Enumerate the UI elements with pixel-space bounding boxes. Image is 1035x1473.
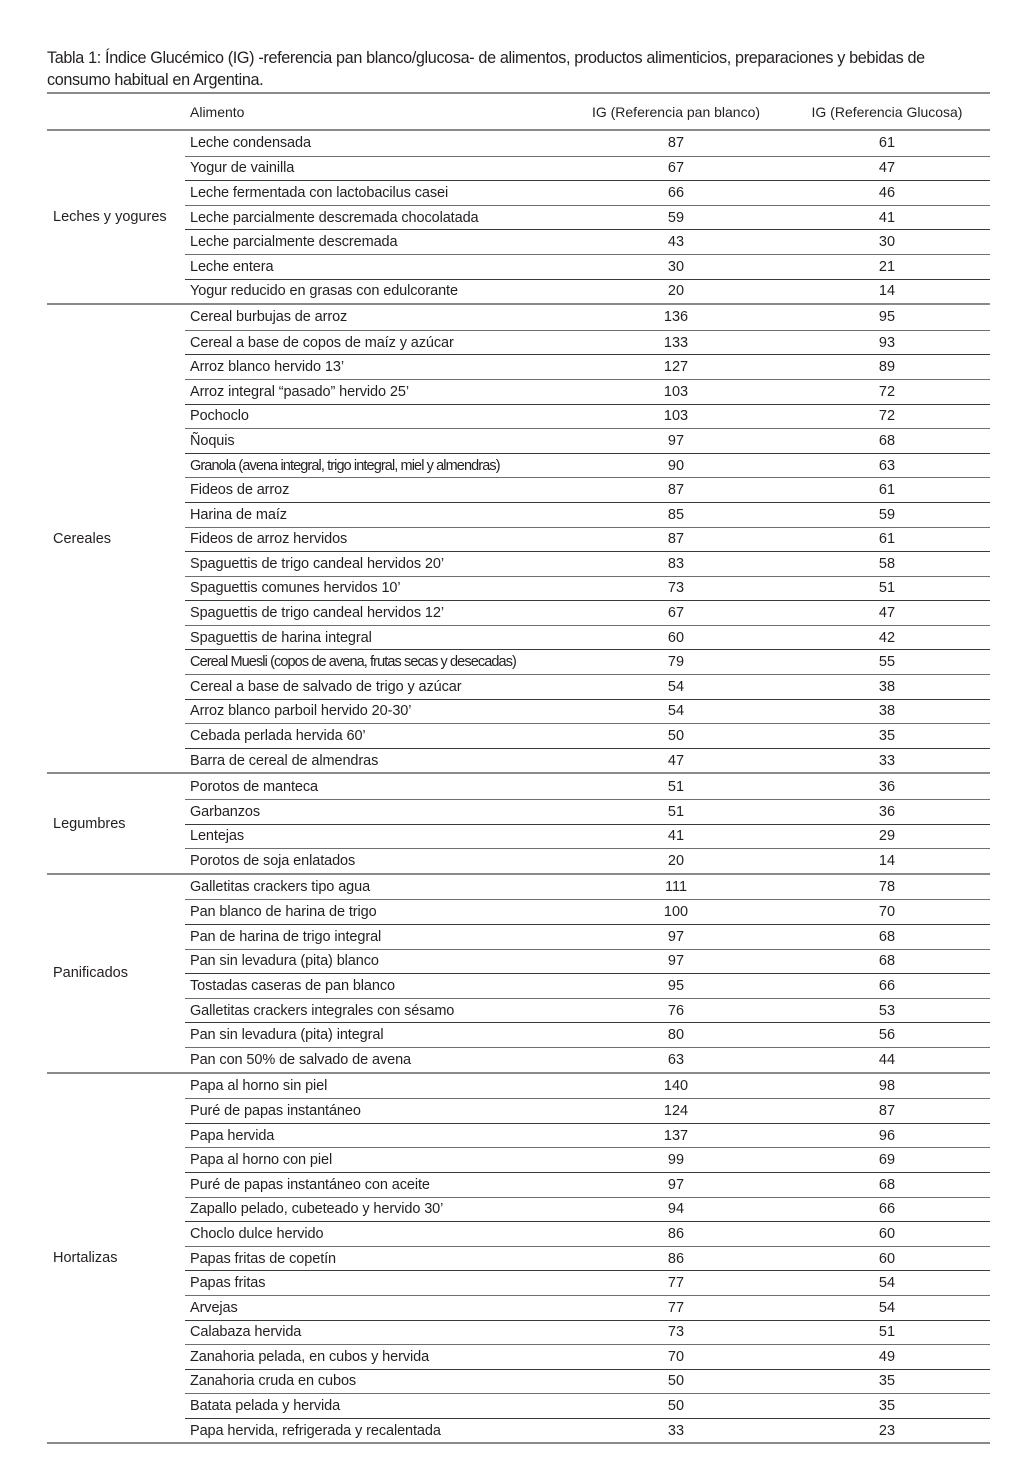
food-name-cell: Spaguettis de harina integral [190,629,372,646]
food-name-cell: Cereal a base de salvado de trigo y azúcar [190,678,462,695]
ig-glucose-cell: 35 [878,1398,896,1415]
food-name-cell: Fideos de arroz [190,482,290,499]
ig-glucose-cell: 36 [878,803,896,820]
table-row [185,1098,990,1123]
food-name-cell: Papa al horno con piel [190,1152,333,1169]
ig-white-bread-cell: 30 [667,258,685,275]
ig-glucose-cell: 14 [878,283,896,300]
food-name-cell: Papas fritas de copetín [190,1250,337,1267]
ig-glucose-cell: 33 [878,752,896,769]
ig-white-bread-cell: 60 [667,629,685,646]
food-name-cell: Zanahoria cruda en cubos [190,1373,357,1390]
ig-white-bread-cell: 80 [667,1027,685,1044]
food-name-cell: Barra de cereal de almendras [190,752,379,769]
ig-glucose-cell: 61 [878,531,896,548]
food-name-cell: Pan blanco de harina de trigo [190,904,377,921]
food-name-cell: Yogur de vainilla [190,160,295,177]
ig-glucose-cell: 42 [878,629,896,646]
food-name-cell: Galletitas crackers tipo agua [190,879,371,896]
table-row [185,674,990,699]
food-name-cell: Garbanzos [190,803,261,820]
food-name-cell: Leche parcialmente descremada [190,234,398,251]
ig-white-bread-cell: 99 [667,1152,685,1169]
ig-glucose-cell: 98 [878,1077,896,1094]
table-row [185,949,990,974]
ig-glucose-cell: 53 [878,1002,896,1019]
category-label: Hortalizas [53,1250,118,1267]
table-row [185,748,990,773]
food-name-cell: Pan de harina de trigo integral [190,928,382,945]
table-row [185,1074,990,1099]
category-label: Leches y yogures [53,209,167,226]
food-name-cell: Porotos de soja enlatados [190,853,356,870]
table-row [185,551,990,576]
ig-white-bread-cell: 54 [667,678,685,695]
ig-glucose-cell: 23 [878,1422,896,1439]
ig-glucose-cell: 58 [878,555,896,572]
ig-white-bread-cell: 20 [667,853,685,870]
food-name-cell: Arroz blanco parboil hervido 20-30’ [190,703,412,720]
food-name-cell: Ñoquis [190,432,235,449]
table-row [185,973,990,998]
ig-white-bread-cell: 51 [667,803,685,820]
table-row [185,330,990,355]
food-name-cell: Zanahoria pelada, en cubos y hervida [190,1348,430,1365]
ig-white-bread-cell: 77 [667,1299,685,1316]
food-name-cell: Papa hervida [190,1127,275,1144]
table-row [185,649,990,674]
category-group [47,774,990,874]
food-name-cell: Cereal Muesli (copos de avena, frutas secas y desecadas) [190,654,516,671]
table-row [185,254,990,279]
food-name-cell: Pan sin levadura (pita) integral [190,1027,384,1044]
ig-glucose-cell: 14 [878,853,896,870]
ig-glucose-cell: 49 [878,1348,896,1365]
ig-white-bread-cell: 20 [667,283,685,300]
ig-glucose-cell: 38 [878,678,896,695]
food-name-cell: Leche entera [190,258,274,275]
ig-white-bread-cell: 136 [663,309,689,326]
food-name-cell: Porotos de manteca [190,778,318,795]
category-group [47,305,990,774]
ig-white-bread-cell: 127 [663,359,689,376]
ig-glucose-cell: 47 [878,160,896,177]
table-row [185,600,990,625]
table-row [185,625,990,650]
ig-white-bread-cell: 86 [667,1225,685,1242]
ig-glucose-cell: 51 [878,580,896,597]
glycemic-index-table [47,92,990,1444]
category-rows [185,1074,990,1443]
table-row [185,527,990,552]
food-name-cell: Puré de papas instantáneo con aceite [190,1176,430,1193]
ig-glucose-cell: 51 [878,1324,896,1341]
ig-glucose-cell: 89 [878,359,896,376]
header-ig-glucose: IG (Referencia Glucosa) [811,103,963,120]
ig-white-bread-cell: 33 [667,1422,685,1439]
table-row [185,1197,990,1222]
food-name-cell: Spaguettis de trigo candeal hervidos 20’ [190,555,444,572]
table-row [185,1418,990,1443]
ig-glucose-cell: 29 [878,828,896,845]
table-row [185,379,990,404]
category-label: Panificados [53,965,128,982]
table-row [185,1320,990,1345]
ig-glucose-cell: 63 [878,457,896,474]
food-name-cell: Batata pelada y hervida [190,1398,341,1415]
table-row [185,502,990,527]
food-name-cell: Pochoclo [190,408,249,425]
food-name-cell: Harina de maíz [190,506,287,523]
food-name-cell: Yogur reducido en grasas con edulcorante [190,283,458,300]
ig-white-bread-cell: 97 [667,928,685,945]
ig-white-bread-cell: 41 [667,828,685,845]
ig-white-bread-cell: 137 [663,1127,689,1144]
ig-white-bread-cell: 97 [667,1176,685,1193]
table-body [47,131,990,1444]
ig-white-bread-cell: 85 [667,506,685,523]
table-row [185,1295,990,1320]
food-name-cell: Leche fermentada con lactobacilus casei [190,184,449,201]
ig-white-bread-cell: 50 [667,728,685,745]
ig-glucose-cell: 35 [878,1373,896,1390]
ig-white-bread-cell: 140 [663,1077,689,1094]
table-row [185,824,990,849]
food-name-cell: Cereal burbujas de arroz [190,309,348,326]
ig-white-bread-cell: 67 [667,605,685,622]
table-row [185,723,990,748]
header-food: Alimento [190,103,245,120]
ig-glucose-cell: 72 [878,383,896,400]
ig-white-bread-cell: 87 [667,531,685,548]
ig-white-bread-cell: 103 [663,383,689,400]
ig-white-bread-cell: 59 [667,209,685,226]
food-name-cell: Granola (avena integral, trigo integral, miel y almendras) [190,457,500,474]
category-label: Cereales [53,530,112,547]
food-name-cell: Papa hervida, refrigerada y recalentada [190,1422,441,1439]
table-row [185,799,990,824]
ig-glucose-cell: 69 [878,1152,896,1169]
ig-glucose-cell: 60 [878,1250,896,1267]
table-row [185,305,990,330]
ig-white-bread-cell: 54 [667,703,685,720]
food-name-cell: Arvejas [190,1299,238,1316]
food-name-cell: Pan sin levadura (pita) blanco [190,953,379,970]
ig-glucose-cell: 56 [878,1027,896,1044]
ig-glucose-cell: 87 [878,1102,896,1119]
ig-white-bread-cell: 95 [667,977,685,994]
table-row [185,1047,990,1072]
ig-white-bread-cell: 77 [667,1275,685,1292]
table-row [185,477,990,502]
food-name-cell: Puré de papas instantáneo [190,1102,361,1119]
food-name-cell: Pan con 50% de salvado de avena [190,1051,412,1068]
ig-glucose-cell: 54 [878,1275,896,1292]
food-name-cell: Cereal a base de copos de maíz y azúcar [190,334,454,351]
ig-white-bread-cell: 51 [667,778,685,795]
table-row [185,180,990,205]
food-name-cell: Galletitas crackers integrales con sésamo [190,1002,455,1019]
table-row [185,404,990,429]
food-name-cell: Fideos de arroz hervidos [190,531,348,548]
ig-white-bread-cell: 43 [667,234,685,251]
table-row [185,229,990,254]
ig-white-bread-cell: 111 [664,879,688,896]
food-name-cell: Papas fritas [190,1275,266,1292]
food-name-cell: Arroz integral “pasado” hervido 25’ [190,383,409,400]
ig-glucose-cell: 35 [878,728,896,745]
ig-glucose-cell: 55 [878,654,896,671]
table-row [185,131,990,156]
table-row [185,1147,990,1172]
table-row [185,279,990,304]
ig-white-bread-cell: 86 [667,1250,685,1267]
ig-glucose-cell: 44 [878,1051,896,1068]
ig-white-bread-cell: 87 [667,482,685,499]
ig-glucose-cell: 46 [878,184,896,201]
ig-glucose-cell: 47 [878,605,896,622]
category-group [47,131,990,305]
ig-white-bread-cell: 100 [663,904,689,921]
ig-white-bread-cell: 83 [667,555,685,572]
category-rows [185,131,990,303]
table-row [185,899,990,924]
table-row [185,1369,990,1394]
table-row [185,354,990,379]
table-caption: Tabla 1: Índice Glucémico (IG) -referencia pan blanco/glucosa- de alimentos, productos alimenticios, preparaciones y bebidas de consumo habitual en Argentina. [47,49,925,89]
category-label: Legumbres [53,815,126,832]
food-name-cell: Calabaza hervida [190,1324,302,1341]
ig-glucose-cell: 59 [878,506,896,523]
ig-glucose-cell: 36 [878,778,896,795]
ig-white-bread-cell: 90 [667,457,685,474]
table-row [185,699,990,724]
category-group [47,875,990,1074]
ig-glucose-cell: 68 [878,1176,896,1193]
table-row [185,453,990,478]
ig-white-bread-cell: 103 [663,408,689,425]
ig-white-bread-cell: 133 [663,334,689,351]
table-row [185,1246,990,1271]
table-row [185,428,990,453]
food-name-cell: Spaguettis de trigo candeal hervidos 12’ [190,605,444,622]
ig-white-bread-cell: 50 [667,1373,685,1390]
ig-glucose-cell: 72 [878,408,896,425]
ig-glucose-cell: 30 [878,234,896,251]
ig-white-bread-cell: 63 [667,1051,685,1068]
header-ig-white-bread: IG (Referencia pan blanco) [591,103,761,120]
ig-white-bread-cell: 47 [667,752,685,769]
ig-glucose-cell: 68 [878,432,896,449]
food-name-cell: Leche parcialmente descremada chocolatada [190,209,479,226]
table-row [185,1344,990,1369]
ig-white-bread-cell: 79 [667,654,685,671]
ig-glucose-cell: 70 [878,904,896,921]
food-name-cell: Papa al horno sin piel [190,1077,328,1094]
food-name-cell: Cebada perlada hervida 60’ [190,728,366,745]
food-name-cell: Choclo dulce hervido [190,1225,324,1242]
table-row [185,875,990,900]
ig-glucose-cell: 68 [878,928,896,945]
table-row [185,156,990,181]
category-rows [185,774,990,872]
category-rows [185,875,990,1072]
food-name-cell: Lentejas [190,828,245,845]
table-row [185,1270,990,1295]
ig-glucose-cell: 93 [878,334,896,351]
table-row [185,576,990,601]
ig-white-bread-cell: 73 [667,1324,685,1341]
table-row [185,924,990,949]
table-row [185,1393,990,1418]
table-row [185,1022,990,1047]
food-name-cell: Leche condensada [190,135,311,152]
ig-glucose-cell: 78 [878,879,896,896]
food-name-cell: Spaguettis comunes hervidos 10’ [190,580,401,597]
ig-white-bread-cell: 87 [667,135,685,152]
food-name-cell: Arroz blanco hervido 13’ [190,359,344,376]
table-row [185,1221,990,1246]
ig-glucose-cell: 41 [878,209,896,226]
ig-white-bread-cell: 73 [667,580,685,597]
ig-glucose-cell: 21 [878,258,896,275]
ig-glucose-cell: 68 [878,953,896,970]
ig-glucose-cell: 96 [878,1127,896,1144]
table-row [185,205,990,230]
ig-glucose-cell: 95 [878,309,896,326]
table-row [185,1123,990,1148]
category-group [47,1074,990,1445]
ig-white-bread-cell: 97 [667,432,685,449]
ig-glucose-cell: 60 [878,1225,896,1242]
ig-white-bread-cell: 76 [667,1002,685,1019]
food-name-cell: Tostadas caseras de pan blanco [190,977,395,994]
ig-glucose-cell: 66 [878,977,896,994]
ig-glucose-cell: 61 [878,135,896,152]
ig-white-bread-cell: 70 [667,1348,685,1365]
ig-glucose-cell: 54 [878,1299,896,1316]
ig-glucose-cell: 66 [878,1201,896,1218]
ig-white-bread-cell: 124 [663,1102,689,1119]
ig-white-bread-cell: 94 [667,1201,685,1218]
ig-white-bread-cell: 50 [667,1398,685,1415]
table-row [185,774,990,799]
table-row [185,998,990,1023]
table-row [185,848,990,873]
table-header-row [47,94,990,131]
ig-glucose-cell: 38 [878,703,896,720]
category-rows [185,305,990,772]
ig-glucose-cell: 61 [878,482,896,499]
ig-white-bread-cell: 97 [667,953,685,970]
ig-white-bread-cell: 66 [667,184,685,201]
food-name-cell: Zapallo pelado, cubeteado y hervido 30’ [190,1201,444,1218]
ig-white-bread-cell: 67 [667,160,685,177]
table-row [185,1172,990,1197]
